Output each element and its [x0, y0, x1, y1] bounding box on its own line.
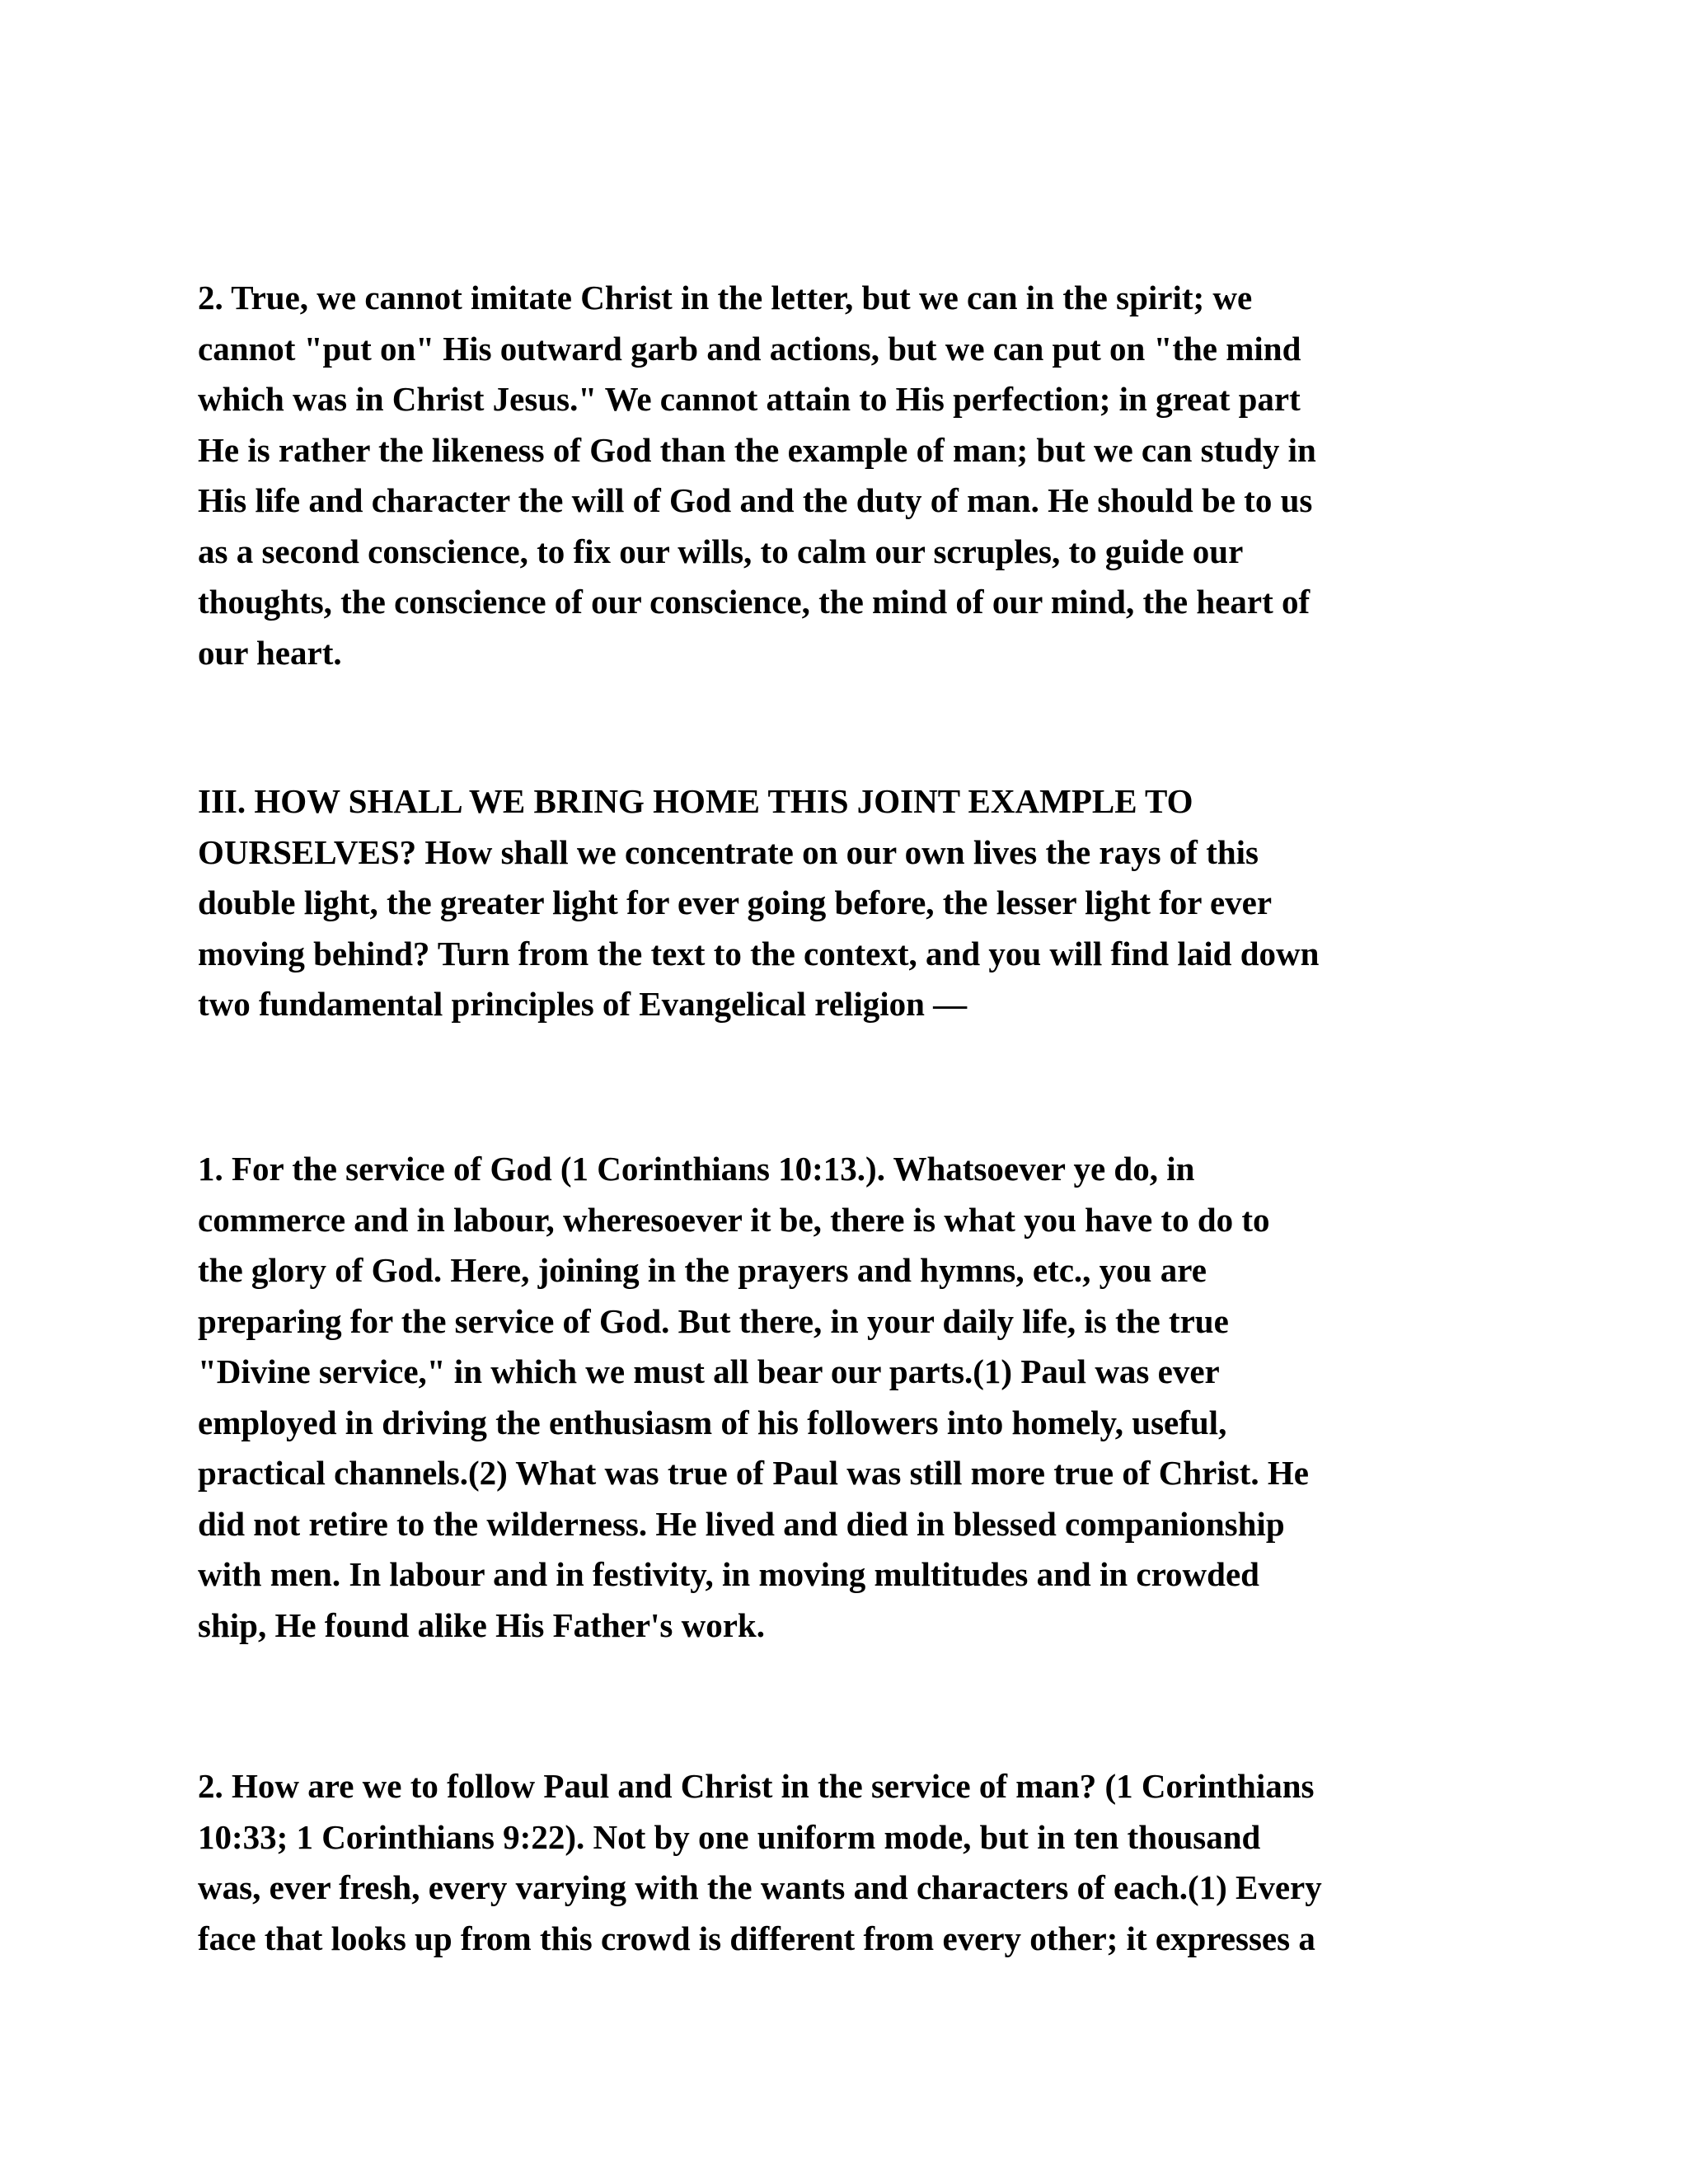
section-heading-line: III. HOW SHALL WE BRING HOME THIS JOINT EXAMPLE TO	[198, 782, 1193, 820]
text-line: two fundamental principles of Evangelical religion —	[198, 985, 968, 1023]
text-line: cannot "put on" His outward garb and actions, but we can put on "the mind	[198, 329, 1301, 368]
text-line: employed in driving the enthusiasm of his followers into homely, useful,	[198, 1403, 1227, 1441]
text-line: face that looks up from this crowd is different from every other; it expresses a	[198, 1919, 1315, 1957]
text-line: He is rather the likeness of God than the example of man; but we can study in	[198, 430, 1316, 469]
text-line: double light, the greater light for ever going before, the lesser light for ever	[198, 883, 1273, 921]
paragraph-section-iii	[198, 776, 1533, 1030]
text-line: practical channels.(2) What was true of Paul was still more true of Christ. He	[198, 1454, 1309, 1492]
text-line: did not retire to the wilderness. He lived and died in blessed companionship	[198, 1504, 1285, 1543]
text-line: moving behind? Turn from the text to the context, and you will find laid down	[198, 934, 1320, 972]
text-line: our heart.	[198, 633, 342, 672]
text-line: 2. True, we cannot imitate Christ in the letter, but we can in the spirit; we	[198, 279, 1253, 316]
text-line: as a second conscience, to fix our wills, to calm our scruples, to guide our	[198, 532, 1244, 570]
text-line: ship, He found alike His Father's work.	[198, 1605, 765, 1644]
text-line: 1. For the service of God (1 Corinthians 10:13.). Whatsoever ye do, in	[198, 1150, 1195, 1188]
text-line: the glory of God. Here, joining in the prayers and hymns, etc., you are	[198, 1251, 1207, 1289]
text-line: commerce and in labour, wheresoever it be, there is what you have to do to	[198, 1200, 1270, 1239]
text-line: His life and character the will of God and the duty of man. He should be to us	[198, 481, 1313, 519]
paragraph-service-of-god	[198, 1144, 1533, 1651]
text-line: OURSELVES? How shall we concentrate on our own lives the rays of this	[198, 832, 1259, 871]
text-line: thoughts, the conscience of our conscience, the mind of our mind, the heart of	[198, 583, 1311, 621]
text-line: was, ever fresh, every varying with the wants and characters of each.(1) Every	[198, 1868, 1322, 1906]
text-line: which was in Christ Jesus." We cannot attain to His perfection; in great part	[198, 380, 1301, 418]
text-line: 10:33; 1 Corinthians 9:22). Not by one uniform mode, but in ten thousand	[198, 1817, 1261, 1856]
text-line: 2. How are we to follow Paul and Christ in the service of man? (1 Corinthians	[198, 1767, 1315, 1805]
text-line: with men. In labour and in festivity, in moving multitudes and in crowded	[198, 1555, 1259, 1593]
paragraph-service-of-man	[198, 1761, 1533, 1964]
paragraph-true-imitation	[198, 273, 1533, 678]
text-line: preparing for the service of God. But there, in your daily life, is the true	[198, 1301, 1229, 1340]
text-line: "Divine service," in which we must all bear our parts.(1) Paul was ever	[198, 1352, 1220, 1390]
